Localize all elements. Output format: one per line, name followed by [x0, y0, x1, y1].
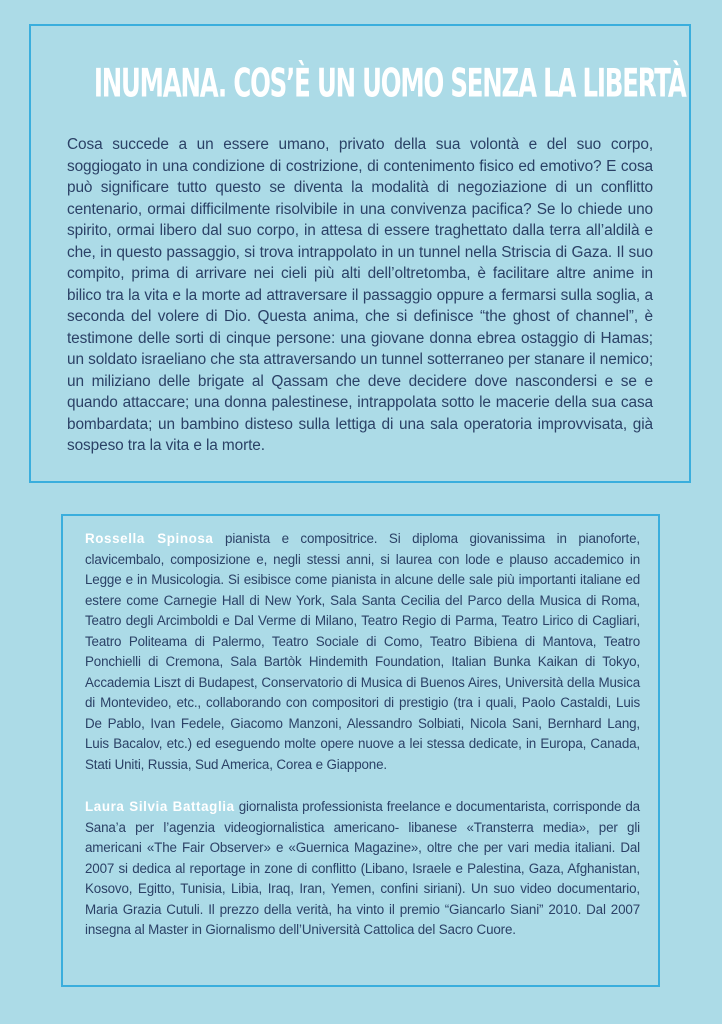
bio-name: Laura Silvia Battaglia — [85, 799, 235, 814]
bio-rossella-spinosa — [85, 529, 640, 775]
bio-name: Rossella Spinosa — [85, 531, 214, 546]
page-title: INUMANA. COS’È UN UOMO SENZA LA LIBERTÀ — [93, 60, 686, 107]
bio-text: giornalista professionista freelance e documentarista, corrisponde da Sana’a per l’agenzia videogiornalistica americano- libanese «Transterra media», per gli americani «The Fair Observer» e «Guernica Magazine», oltre che per vari media italiani. Dal 2007 si dedica al reportage in zone di conflitto (Libano, Israele e Palestina, Gaza, Afghanistan, Kosovo, Egitto, Tunisia, Libia, Iraq, Iran, Yemen, confini siriani). Un suo video documentario, Maria Grazia Cutuli. Il prezzo della verità, ha vinto il premio “Giancarlo Siani” 2010. Dal 2007 insegna al Master in Giornalismo dell’Università Cattolica del Sacro Cuore. — [85, 799, 640, 937]
bio-text: pianista e compositrice. Si diploma giovanissima in pianoforte, clavicembalo, composizione e, negli stessi anni, si laurea con lode e plauso accademico in Legge e in Musicologia. Si esibisce come pianista in alcune delle sale più importanti italiane ed estere come Carnegie Hall di New York, Sala Santa Cecilia del Parco della Musica di Roma, Teatro degli Arcimboldi e Dal Verme di Milano, Teatro Regio di Parma, Teatro Lirico di Cagliari, Teatro Politeama di Palermo, Teatro Sociale di Como, Teatro Bibiena di Mantova, Teatro Ponchielli di Cremona, Sala Bartòk Hindemith Foundation, Italian Bunka Kaikan di Tokyo, Accademia Liszt di Budapest, Conservatorio di Musica di Buenos Aires, Università della Musica di Montevideo, etc., collaborando con compositori di prestigio (tra i quali, Paolo Castaldi, Luis De Pablo, Ivan Fedele, Giacomo Manzoni, Alessandro Solbiati, Nicola Sani, Bernhard Lang, Luis Bacalov, etc.) ed eseguendo molte opere nuove a lei stessa dedicate, in Europa, Canada, Stati Uniti, Russia, Sud America, Corea e Giappone. — [85, 531, 640, 772]
bio-laura-silvia-battaglia — [85, 797, 640, 941]
synopsis-text: Cosa succede a un essere umano, privato della sua volontà e del suo corpo, soggiogato in una condizione di costrizione, di contenimento fisico ed emotivo? E cosa può significare tutto questo se diventa la modalità di negoziazione di un conflitto centenario, ormai difficilmente risolvibile in una convivenza pacifica? Se lo chiede uno spirito, ormai libero dal suo corpo, in attesa di essere traghettato dalla terra all’aldilà e che, in questo passaggio, si trova intrappolato in un tunnel nella Striscia di Gaza. Il suo compito, prima di arrivare nei cieli più alti dell’oltretomba, è facilitare altre anime in bilico tra la vita e la morte ad attraversare il passaggio oppure a fermarsi sulla soglia, a seconda del volere di Dio. Questa anima, che si definisce “the ghost of channel”, è testimone delle sorti di cinque persone: una giovane donna ebrea ostaggio di Hamas; un soldato israeliano che sta attraversando un tunnel sotterraneo per stanare il nemico; un miliziano delle brigate al Qassam che deve decidere dove nascondersi e se e quando attaccare; una donna palestinese, intrappolata sotto le macerie della sua casa bombardata; un bambino disteso sulla lettiga di una sala operatoria improvvisata, già sospeso tra la vita e la morte. — [67, 136, 653, 454]
